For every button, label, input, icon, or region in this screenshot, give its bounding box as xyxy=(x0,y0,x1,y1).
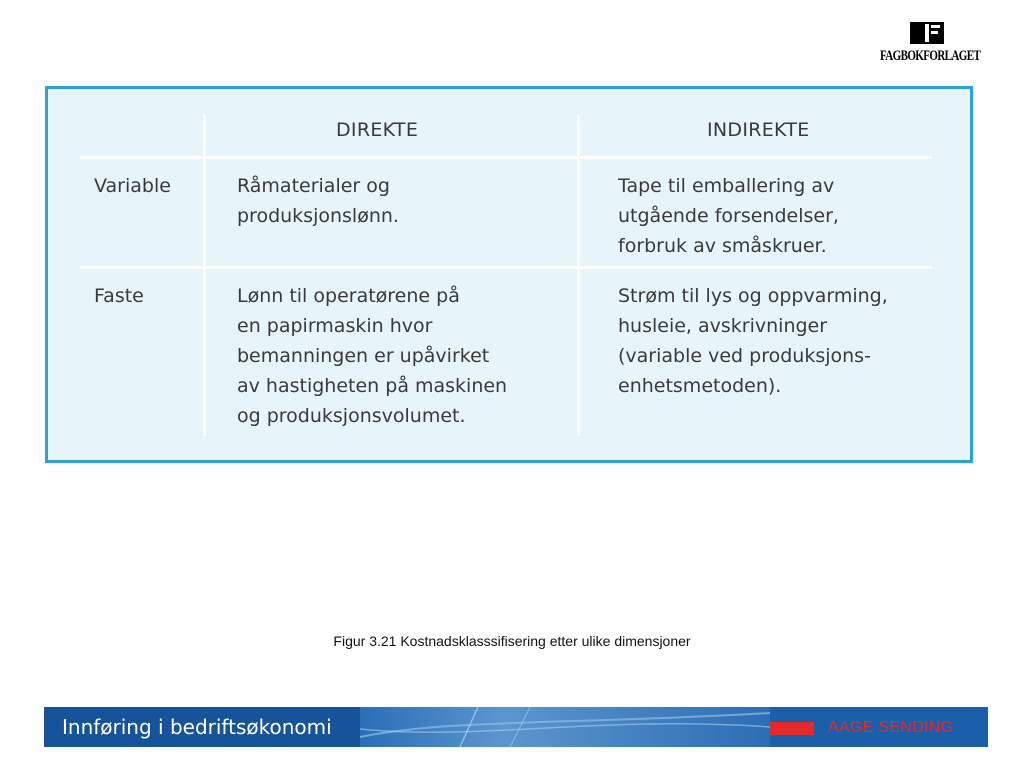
swoosh-decoration xyxy=(360,707,770,747)
cell-line: av hastigheten på maskinen xyxy=(237,375,508,397)
cell-faste-direkte xyxy=(237,281,507,431)
column-header-indirekte: INDIREKTE xyxy=(707,119,810,141)
column-divider xyxy=(203,115,206,436)
book-icon xyxy=(910,22,944,44)
row-divider xyxy=(80,266,932,269)
cell-variable-direkte xyxy=(237,171,399,231)
cell-line: Tape til emballering av xyxy=(618,175,835,197)
column-divider xyxy=(577,115,580,436)
figure-caption: Figur 3.21 Kostnadsklasssifisering etter ulike dimensjoner xyxy=(333,633,691,649)
cell-line: (variable ved produksjons- xyxy=(618,345,871,367)
book-title: Innføring i bedriftsøkonomi xyxy=(62,715,332,739)
publisher-name: FAGBOKFORLAGET xyxy=(880,48,981,65)
figure-table xyxy=(45,86,973,463)
cell-line: Råmaterialer og xyxy=(237,175,390,197)
cell-line: bemanningen er upåvirket xyxy=(237,345,490,367)
red-accent-bar xyxy=(770,722,814,735)
cell-line: en papirmaskin hvor xyxy=(237,315,433,337)
row-header-variable: Variable xyxy=(94,175,171,197)
cell-line: forbruk av småskruer. xyxy=(618,235,827,257)
author-name: AAGE SENDING xyxy=(828,719,954,736)
cell-variable-indirekte xyxy=(618,171,839,261)
footer-banner xyxy=(44,707,988,747)
row-divider xyxy=(80,156,932,159)
footer-decoration xyxy=(360,707,770,747)
footer-title-area xyxy=(44,707,360,747)
cell-line: husleie, avskrivninger xyxy=(618,315,828,337)
cell-line: og produksjonsvolumet. xyxy=(237,405,466,427)
footer-author-area xyxy=(770,707,988,747)
cell-line: Lønn til operatørene på xyxy=(237,285,460,307)
cell-line: utgående forsendelser, xyxy=(618,205,839,227)
column-header-direkte: DIREKTE xyxy=(336,119,419,141)
cell-faste-indirekte xyxy=(618,281,888,401)
cell-line: enhetsmetoden). xyxy=(618,375,782,397)
cell-line: produksjonslønn. xyxy=(237,205,399,227)
cell-line: Strøm til lys og oppvarming, xyxy=(618,285,888,307)
publisher-logo xyxy=(880,20,981,66)
row-header-faste: Faste xyxy=(94,285,144,307)
